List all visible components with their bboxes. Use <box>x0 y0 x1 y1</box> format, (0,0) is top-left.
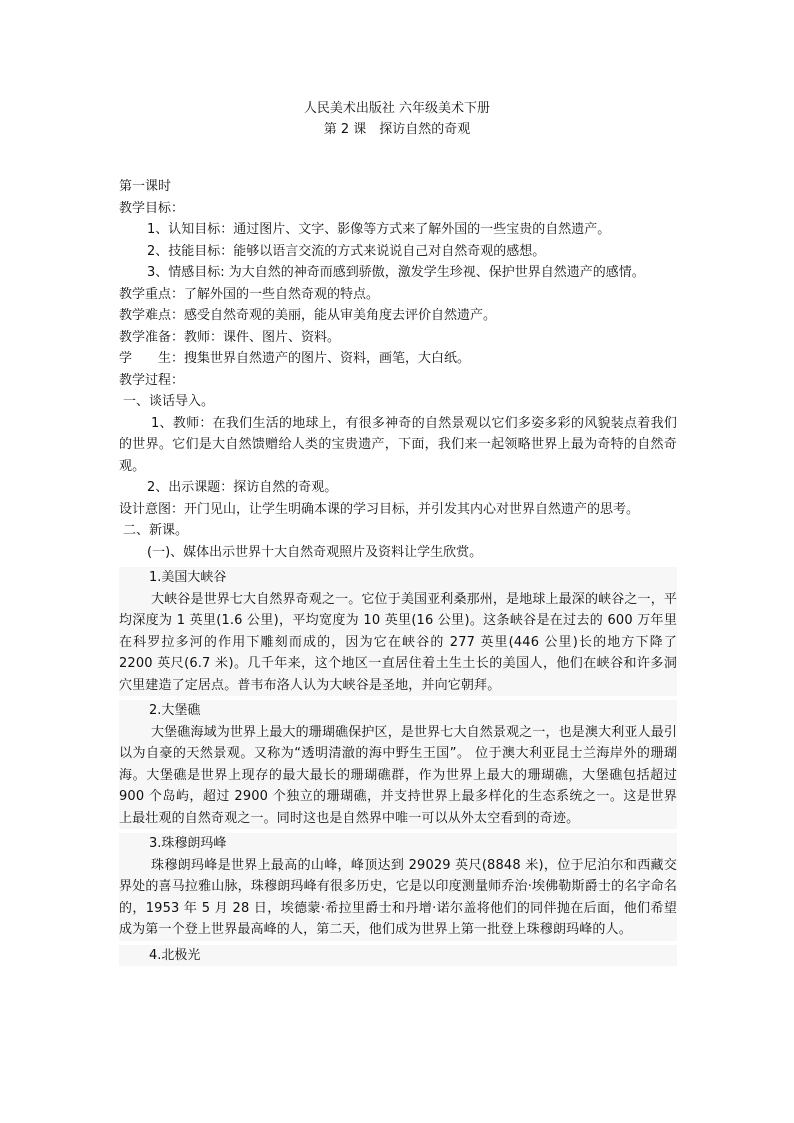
objective-emotion: 3、情感目标: 为大自然的神奇而感到骄傲，激发学生珍视、保护世界自然遗产的感情。 <box>147 265 645 280</box>
step-intro: 一、谈话导入。 <box>123 394 215 409</box>
lesson-title: 第 2 课 探访自然的奇观 <box>323 122 471 137</box>
heading-objectives: 教学目标： <box>119 200 185 216</box>
document-header <box>0 98 794 140</box>
teaching-key-point: 教学重点：了解外国的一些自然奇观的特点。 <box>119 286 380 302</box>
design-intent: 设计意图：开门见山，让学生明确本课的学习目标，并引发其内心对世界自然遗产的思考。 <box>119 501 640 517</box>
media-show-line: (一)、媒体出示世界十大自然奇观照片及资料让学生欣赏。 <box>147 544 483 560</box>
lesson-period: 第一课时 <box>119 179 172 194</box>
section-body: 珠穆朗玛峰是世界上最高的山峰，峰顶达到 29029 英尺(8848 米)，位于尼泊尔和西藏交界处的喜马拉雅山脉，珠穆朗玛峰有很多历史，它是以印度测量师乔治·埃佛勒斯爵士的名字命名的，1953 年 5 月 28 日，埃德蒙·希拉里爵士和丹增·诺尔盖将他们的同伴抛在后面，他们希望成为第一个登上世界最高峰的人，第二天，他们成为世界上第一批登上珠穆朗玛峰的人。 <box>119 857 677 937</box>
section-body: 大峡谷是世界七大自然界奇观之一。它位于美国亚利桑那州，是地球上最深的峡谷之一，平均深度为 1 英里(1.6 公里)，平均宽度为 10 英里(16 公里)。这条峡谷是在过去的 600 万年里在科罗拉多河的作用下雕刻而成的，因为它在峡谷的 277 英里(446 公里)长的地方下降了 2200 英尺(6.7 米)。几千年来，这个地区一直居住着土生土长的美国人，他们在峡谷和许多洞穴里建造了定居点。普韦布洛人认为大峡谷是圣地，并向它朝拜。 <box>119 591 678 693</box>
teaching-difficulty: 教学难点：感受自然奇观的美丽，能从审美角度去评价自然遗产。 <box>119 308 497 323</box>
section-title: 3.珠穆朗玛峰 <box>149 836 227 851</box>
section-title: 1.美国大峡谷 <box>149 570 227 585</box>
teaching-prep-teacher: 教学准备：教师：课件、图片、资料。 <box>119 329 341 345</box>
heading-process: 教学过程： <box>119 372 185 388</box>
section-title: 2.大堡礁 <box>149 703 201 718</box>
section-title: 4.北极光 <box>149 947 201 963</box>
document-body <box>119 176 677 970</box>
section-great-barrier-reef <box>119 700 677 829</box>
objective-cognitive: 1、认知目标：通过图片、文字、影像等方式来了解外国的一些宝贵的自然遗产。 <box>147 222 611 237</box>
section-everest <box>119 833 677 941</box>
teaching-prep-student: 学 生：搜集世界自然遗产的图片、资料，画笔，大白纸。 <box>119 351 471 366</box>
section-grand-canyon <box>119 567 677 696</box>
intro-teacher-paragraph: 1、教师：在我们生活的地球上，有很多神奇的自然景观以它们多姿多彩的风貌装点着我们的世界。它们是大自然馈赠给人类的宝贵遗产，下面，我们来一起领略世界上最为奇特的自然奇观。 <box>119 415 677 474</box>
section-aurora <box>119 945 677 967</box>
objective-skill: 2、技能目标：能够以语言交流的方式来说说自己对自然奇观的感想。 <box>147 243 546 259</box>
section-body: 大堡礁海域为世界上最大的珊瑚礁保护区，是世界七大自然景观之一，也是澳大利亚人最引以为自豪的天然景观。又称为“透明清澈的海中野生王国”。 位于澳大利亚昆士兰海岸外的珊瑚海。大堡礁是世界上现存的最大最长的珊瑚礁群，作为世界上最大的珊瑚礁，大堡礁包括超过 900 个岛屿，超过 2900 个独立的珊瑚礁，并支持世界上最多样化的生态系统之一。这是世界上最壮观的自然奇观之一。同时这也是自然界中唯一可以从外太空看到的奇迹。 <box>119 724 678 826</box>
intro-show-title: 2、出示课题：探访自然的奇观。 <box>147 480 338 495</box>
step-new-lesson: 二、新课。 <box>123 523 189 538</box>
publisher-line: 人民美术出版社 六年级美术下册 <box>303 101 491 116</box>
